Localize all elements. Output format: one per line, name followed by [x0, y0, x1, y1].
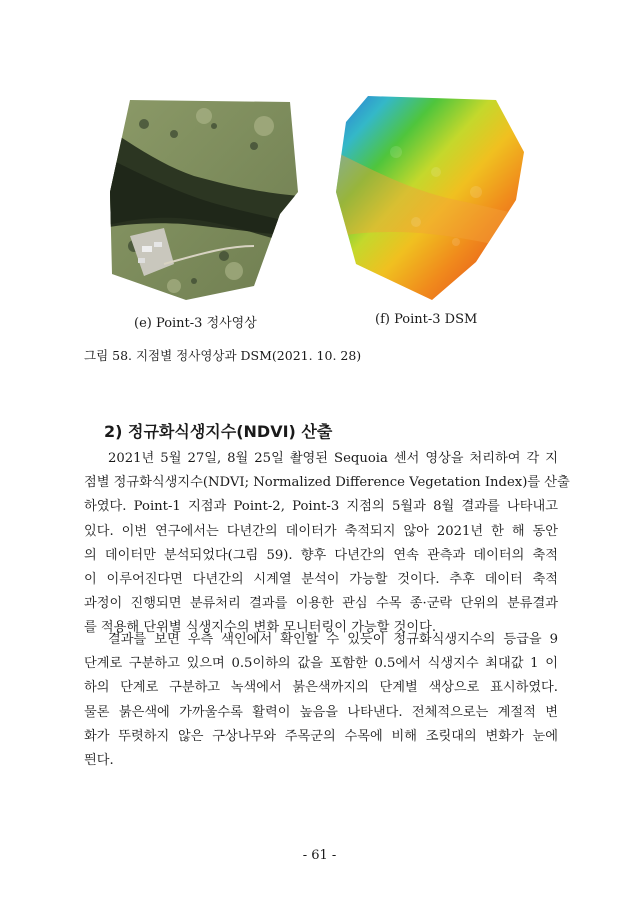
section-heading: 2) 정규화식생지수(NDVI) 산출 — [104, 422, 333, 441]
text-line: 결과를 보면 우측 색인에서 확인할 수 있듯이 정규화식생지수의 등급을 9 — [108, 632, 558, 647]
text-line: 2021년 5월 27일, 8월 25일 촬영된 Sequoia 센서 영상을 처리하여 각 지 — [108, 451, 558, 466]
text-line: 물론 붉은색에 가까울수록 활력이 높음을 나타낸다. 전체적으로는 계절적 변 — [84, 704, 558, 720]
text-line: 하였다. Point-1 지점과 Point-2, Point-3 지점의 5월과 8월 결과를 나타내고 — [84, 499, 558, 515]
text-line: 띈다. — [84, 752, 114, 768]
text-line: 의 데이터만 분석되었다(그림 59). 향후 다년간의 연속 관측과 데이터의 축적 — [84, 547, 558, 563]
orthophoto-image — [104, 96, 300, 302]
figure-title: 그림 58. 지점별 정사영상과 DSM(2021. 10. 28) — [84, 348, 362, 363]
text-line: 를 적용해 단위별 식생지수의 변화 모니터링이 가능할 것이다. — [84, 620, 437, 636]
page-number: - 61 - — [302, 848, 337, 863]
paragraph-1 — [84, 447, 570, 641]
paragraph-2 — [84, 628, 558, 773]
figure-caption-f: (f) Point-3 DSM — [375, 312, 478, 327]
dsm-image — [336, 92, 528, 304]
text-line: 단계로 구분하고 있으며 0.5이하의 값을 포함한 0.5에서 식생지수 최대값 1 이 — [84, 656, 558, 672]
text-line: 있다. 이번 연구에서는 다년간의 데이터가 축적되지 않아 2021년 한 해 동안 — [84, 523, 558, 539]
text-line: 과정이 진행되면 분류처리 결과를 이용한 관심 수목 종·군락 단위의 분류결과 — [84, 596, 558, 612]
text-line: 하의 단계로 구분하고 녹색에서 붉은색까지의 단계별 색상으로 표시하였다. — [84, 680, 558, 696]
text-line: 점별 정규화식생지수(NDVI; Normalized Difference Vegetation Index)를 산출 — [84, 475, 570, 491]
text-line: 이 이루어진다면 다년간의 시계열 분석이 가능할 것이다. 추후 데이터 축적 — [84, 571, 558, 587]
figure-caption-e: (e) Point-3 정사영상 — [134, 316, 257, 331]
text-line: 화가 뚜렷하지 않은 구상나무와 주목군의 수목에 비해 조릿대의 변화가 눈에 — [84, 728, 558, 744]
